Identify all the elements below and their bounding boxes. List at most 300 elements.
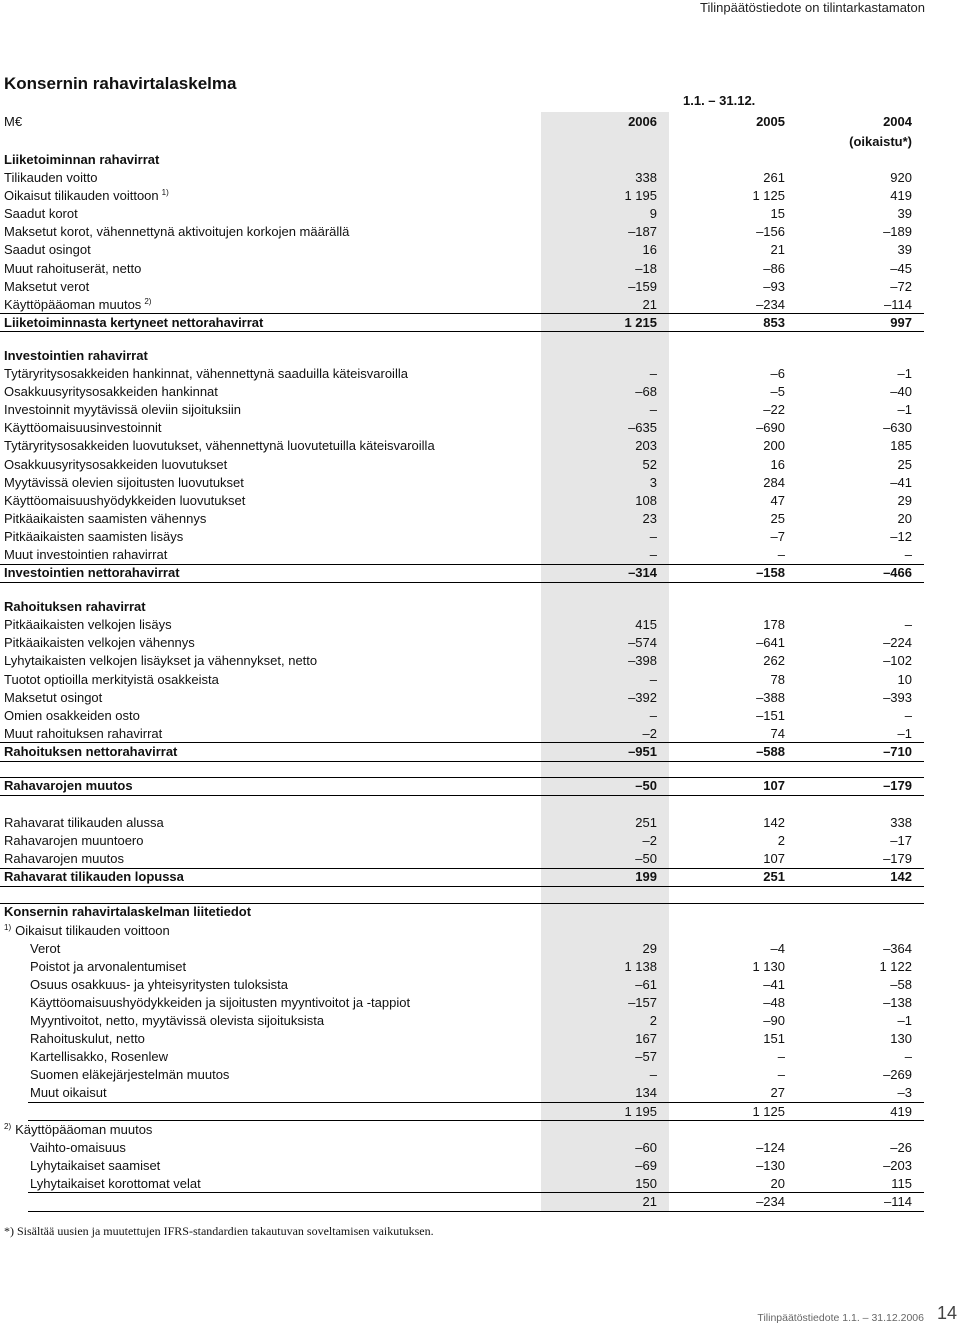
row-label — [0, 1103, 541, 1121]
row-label-text: Omien osakkeiden osto — [4, 707, 140, 723]
value-2005: –41 — [763, 976, 785, 992]
table-row — [0, 940, 924, 958]
value-2004: –1 — [897, 725, 912, 741]
value-2006: –635 — [628, 420, 657, 436]
value-2006: –314 — [628, 565, 657, 581]
value-2005: –90 — [763, 1013, 785, 1029]
value-2006: –68 — [635, 384, 657, 400]
value-2005: 47 — [770, 492, 785, 508]
page-number: 14 — [937, 1303, 958, 1323]
row-label-text: Rahavarojen muuntoero — [4, 833, 144, 849]
row-label-text: Tytäryritysosakkeiden luovutukset, vähennettynä luovutetuilla käteisvaroilla — [4, 438, 435, 454]
row-label — [0, 437, 541, 455]
value-2005: –130 — [756, 1157, 785, 1173]
value-2006: 52 — [642, 456, 657, 472]
reporting-period: 1.1. – 31.12. — [683, 93, 756, 108]
row-label — [0, 1139, 541, 1157]
value-2006: 108 — [635, 492, 657, 508]
table-row — [0, 456, 924, 474]
table-row — [0, 814, 924, 832]
value-2004: –114 — [884, 1193, 912, 1209]
notes-section — [0, 903, 924, 1211]
value-2004: –269 — [883, 1067, 912, 1083]
restatement-footnote: *) Sisältää uusien ja muutettujen IFRS-standardien takautuvan soveltamisen vaikutuksen. — [4, 1224, 434, 1238]
table-row — [0, 169, 924, 187]
value-2006: 167 — [635, 1031, 657, 1047]
value-2006: 338 — [635, 170, 657, 186]
value-2006: 251 — [635, 815, 657, 831]
value-2004: –138 — [883, 994, 912, 1010]
table-row — [0, 707, 924, 725]
row-label-text: Maksetut korot, vähennettynä aktivoitujen korkojen määrällä — [4, 224, 350, 240]
value-2005: –158 — [756, 565, 785, 581]
note-group-title — [0, 922, 924, 940]
value-2006: 21 — [642, 296, 657, 312]
value-2006: 2 — [649, 1013, 657, 1029]
total-row — [0, 314, 924, 332]
row-label — [0, 1030, 541, 1048]
value-2006: 1 215 — [624, 314, 657, 330]
row-label — [0, 725, 541, 743]
value-2006: 203 — [635, 438, 657, 454]
value-2005: 15 — [770, 206, 785, 222]
table-row — [0, 1139, 924, 1157]
table-row — [0, 419, 924, 437]
value-2004: –114 — [884, 296, 912, 312]
row-label-text: Rahavarat tilikauden alussa — [4, 815, 164, 831]
row-label-text: Muut rahoituserät, netto — [4, 260, 142, 276]
column-header-2005: 2005 — [756, 114, 785, 129]
row-label-text: Rahavarat tilikauden lopussa — [4, 869, 184, 885]
value-2006: – — [649, 707, 657, 723]
value-2006: –61 — [635, 976, 657, 992]
value-2006: –159 — [628, 278, 657, 294]
value-2005: –86 — [763, 260, 785, 276]
value-2004: –630 — [883, 420, 912, 436]
value-2004: 338 — [890, 815, 912, 831]
row-label-text: Rahoituksen rahavirrat — [4, 599, 146, 615]
row-label-text: Investointien nettorahavirrat — [4, 565, 180, 581]
cash-change-section — [0, 777, 924, 795]
table-row — [0, 1066, 924, 1084]
value-2006: 150 — [635, 1175, 657, 1191]
row-label — [0, 634, 541, 652]
section-heading — [0, 151, 924, 169]
cash-balance-section — [0, 814, 924, 886]
row-label — [0, 1066, 541, 1084]
value-2004: 997 — [890, 314, 912, 330]
value-2006: 415 — [635, 617, 657, 633]
value-2005: –7 — [770, 528, 785, 544]
value-2005: –48 — [763, 994, 785, 1010]
value-2005: 853 — [763, 314, 785, 330]
value-2004: 130 — [890, 1031, 912, 1047]
table-row — [0, 958, 924, 976]
row-label — [0, 1121, 541, 1139]
value-2005: 20 — [770, 1175, 785, 1191]
value-2006: – — [649, 671, 657, 687]
row-label — [0, 401, 541, 419]
row-label — [0, 492, 541, 510]
operating-cash-flow-section — [0, 151, 924, 332]
row-label-text: Lyhytaikaiset korottomat velat — [30, 1175, 201, 1191]
row-label — [0, 296, 541, 314]
row-label — [0, 314, 541, 332]
value-2004: 1 122 — [879, 958, 912, 974]
value-2006: – — [649, 546, 657, 562]
row-label — [0, 1084, 541, 1102]
table-row — [0, 223, 924, 241]
row-label — [0, 419, 541, 437]
column-header-2004: 2004 — [883, 114, 912, 129]
value-2004: –393 — [883, 689, 912, 705]
value-2004: –40 — [890, 384, 912, 400]
subtotal-row — [0, 1103, 924, 1121]
value-2006: 9 — [649, 206, 657, 222]
value-2005: – — [777, 546, 785, 562]
table-row — [0, 976, 924, 994]
value-2006: –2 — [642, 833, 657, 849]
value-2004: –58 — [890, 976, 912, 992]
row-label — [0, 1048, 541, 1066]
section-heading — [0, 598, 924, 616]
row-label-text: Poistot ja arvonalentumiset — [30, 958, 187, 974]
value-2004: –364 — [883, 940, 912, 956]
table-row — [0, 205, 924, 223]
row-label — [0, 671, 541, 689]
value-2006: – — [649, 1067, 657, 1083]
value-2005: 21 — [770, 242, 785, 258]
value-2005: 200 — [763, 438, 785, 454]
value-2006: 3 — [649, 474, 657, 490]
table-row — [0, 241, 924, 259]
value-2004: 115 — [891, 1175, 912, 1191]
value-2005: –124 — [756, 1139, 785, 1155]
table-row — [0, 1175, 924, 1193]
value-2006: –2 — [642, 725, 657, 741]
value-2006: –187 — [628, 224, 657, 240]
row-label — [0, 689, 541, 707]
row-label — [0, 528, 541, 546]
value-2006: –157 — [628, 994, 657, 1010]
value-2006: – — [649, 366, 657, 382]
row-label-text: Tytäryritysosakkeiden hankinnat, vähennettynä saaduilla käteisvaroilla — [4, 366, 408, 382]
value-2004: –466 — [883, 565, 912, 581]
row-label-text: Käyttöomaisuusinvestoinnit — [4, 420, 162, 436]
value-2006: 29 — [642, 940, 657, 956]
value-2005: 107 — [763, 851, 785, 867]
value-2005: –93 — [763, 278, 785, 294]
value-2006: 23 — [642, 510, 657, 526]
row-label-text: Investointien rahavirrat — [4, 347, 148, 363]
value-2004: 419 — [890, 1103, 912, 1119]
value-2004: –1 — [897, 402, 912, 418]
row-label-text: Liiketoiminnan rahavirrat — [4, 152, 160, 167]
value-2004: 142 — [890, 869, 912, 885]
table-row — [0, 850, 924, 868]
value-2005: 178 — [763, 617, 785, 633]
total-row — [0, 743, 924, 761]
table-row — [0, 401, 924, 419]
footnote-marker: 2) — [144, 296, 152, 306]
footnote-marker: 1) — [4, 922, 12, 932]
value-2006: –392 — [628, 689, 657, 705]
row-label-text: Pitkäaikaisten velkojen lisäys — [4, 617, 172, 633]
row-label-text: Lyhytaikaisten velkojen lisäykset ja vähennykset, netto — [4, 653, 318, 669]
row-label-text: Pitkäaikaisten saamisten vähennys — [4, 510, 207, 526]
value-2005: 16 — [770, 456, 785, 472]
table-row — [0, 546, 924, 564]
value-2005: –641 — [756, 635, 785, 651]
row-label — [0, 868, 541, 886]
document-status-note: Tilinpäätöstiedote on tilintarkastamaton — [700, 0, 925, 15]
value-2004: 39 — [897, 242, 912, 258]
financing-cash-flow-section — [0, 598, 924, 761]
row-label-text: Käyttöpääoman muutos — [4, 296, 142, 312]
table-row — [0, 616, 924, 634]
value-2005: 2 — [777, 833, 785, 849]
value-2006: –18 — [635, 260, 657, 276]
table-row — [0, 528, 924, 546]
value-2004: 419 — [890, 188, 912, 204]
row-label-text: Pitkäaikaisten velkojen vähennys — [4, 635, 195, 651]
page-title: Konsernin rahavirtalaskelma — [4, 74, 237, 93]
row-label-text: Osuus osakkuus- ja yhteisyritysten tuloksista — [30, 976, 288, 992]
value-2006: 134 — [635, 1085, 657, 1101]
value-2005: 284 — [763, 474, 785, 490]
row-label-text: Tilikauden voitto — [4, 170, 98, 186]
row-label — [0, 616, 541, 634]
investing-cash-flow-section — [0, 347, 924, 582]
note-group-title — [0, 1121, 924, 1139]
value-2006: –60 — [635, 1139, 657, 1155]
row-label — [0, 187, 541, 205]
row-label — [0, 278, 541, 296]
row-label — [0, 546, 541, 564]
row-label-text: Suomen eläkejärjestelmän muutos — [30, 1067, 230, 1083]
value-2005: –234 — [756, 296, 785, 312]
value-2004: –102 — [883, 653, 912, 669]
value-2005: 261 — [763, 170, 785, 186]
value-2005: 74 — [770, 725, 785, 741]
row-label-text: Saadut osingot — [4, 242, 91, 258]
value-2004: –189 — [883, 224, 912, 240]
table-row — [0, 671, 924, 689]
value-2006: –69 — [635, 1157, 657, 1173]
restated-row — [0, 132, 924, 151]
row-label — [0, 850, 541, 868]
value-2004: –224 — [883, 635, 912, 651]
value-2004: 10 — [897, 671, 912, 687]
value-2006: –50 — [635, 851, 657, 867]
row-label-text: Vaihto-omaisuus — [30, 1139, 126, 1155]
value-2005: –151 — [756, 707, 785, 723]
row-label-text: Rahoituksen nettorahavirrat — [4, 743, 178, 759]
table-row — [0, 725, 924, 743]
value-2006: 1 195 — [624, 188, 657, 204]
row-label-text: Liiketoiminnasta kertyneet nettorahavirrat — [4, 314, 264, 330]
value-2006: 199 — [635, 869, 657, 885]
value-2004: – — [904, 617, 912, 633]
value-2004: –26 — [890, 1139, 912, 1155]
value-2004: 25 — [897, 456, 912, 472]
value-2005: –156 — [756, 224, 785, 240]
row-label — [0, 958, 541, 976]
table-row — [0, 187, 924, 205]
table-row — [0, 260, 924, 278]
value-2004: –3 — [897, 1085, 912, 1101]
value-2005: 27 — [770, 1085, 785, 1101]
value-2005: 1 130 — [752, 958, 785, 974]
value-2004: – — [904, 1049, 912, 1065]
value-2005: –22 — [763, 402, 785, 418]
row-label-text: Käyttöpääoman muutos — [15, 1121, 153, 1137]
table-row — [0, 278, 924, 296]
value-2006: 1 138 — [624, 958, 657, 974]
row-label — [0, 652, 541, 670]
table-row — [0, 1012, 924, 1030]
table-row — [0, 365, 924, 383]
row-label-text: Myytävissä olevien sijoitusten luovutukset — [4, 474, 244, 490]
value-2005: –5 — [770, 384, 785, 400]
table-row — [0, 1030, 924, 1048]
row-label-text: Rahavarojen muutos — [4, 778, 133, 793]
value-2005: 107 — [763, 778, 785, 793]
value-2006: 21 — [642, 1193, 657, 1209]
value-2005: –588 — [756, 743, 785, 759]
row-label-text: Oikaisut tilikauden voittoon — [4, 188, 159, 204]
table-row — [0, 474, 924, 492]
row-label — [0, 814, 541, 832]
footnote-marker: 1) — [161, 188, 169, 198]
value-2004: –45 — [890, 260, 912, 276]
notes-heading — [0, 903, 924, 921]
row-label — [0, 707, 541, 725]
row-label-text: Saadut korot — [4, 206, 78, 222]
value-2006: – — [649, 402, 657, 418]
row-label — [0, 777, 541, 795]
value-2005: 142 — [763, 815, 785, 831]
value-2006: 16 — [642, 242, 657, 258]
row-label — [0, 1012, 541, 1030]
total-row — [0, 777, 924, 795]
value-2005: –6 — [770, 366, 785, 382]
value-2004: – — [904, 546, 912, 562]
table-row — [0, 492, 924, 510]
row-label-text: Käyttöomaisuushyödykkeiden ja sijoitusten myyntivoitot ja -tappiot — [30, 994, 411, 1010]
table-row — [0, 383, 924, 401]
row-label-text: Rahoituskulut, netto — [30, 1031, 145, 1047]
value-2004: 920 — [890, 170, 912, 186]
value-2006: 1 195 — [624, 1103, 657, 1119]
restated-note: (oikaistu*) — [849, 134, 912, 149]
section-heading — [0, 347, 924, 365]
footer-document-title: Tilinpäätöstiedote 1.1. – 31.12.2006 — [757, 1312, 924, 1324]
row-label — [0, 474, 541, 492]
row-label-text: Rahavarojen muutos — [4, 851, 124, 867]
row-label-text: Osakkuusyritysosakkeiden luovutukset — [4, 456, 228, 472]
table-row — [0, 652, 924, 670]
value-2005: 1 125 — [752, 188, 785, 204]
row-label-text: Verot — [30, 940, 61, 956]
row-label — [0, 223, 541, 241]
row-label — [0, 347, 541, 365]
row-label-text: Pitkäaikaisten saamisten lisäys — [4, 528, 184, 544]
row-label — [0, 940, 541, 958]
row-label-text: Lyhytaikaiset saamiset — [30, 1157, 161, 1173]
row-label — [0, 510, 541, 528]
value-2004: 39 — [897, 206, 912, 222]
row-label-text: Tuotot optioilla merkityistä osakkeista — [4, 671, 219, 687]
row-label — [0, 994, 541, 1012]
row-label-text: Osakkuusyritysosakkeiden hankinnat — [4, 384, 218, 400]
value-2004: –41 — [890, 474, 912, 490]
row-label — [0, 241, 541, 259]
row-label — [0, 976, 541, 994]
value-2004: –12 — [890, 528, 912, 544]
cash-flow-table — [0, 112, 924, 1211]
unit-label: M€ — [4, 114, 23, 129]
value-2004: – — [904, 707, 912, 723]
row-label — [0, 169, 541, 187]
value-2006: –951 — [628, 743, 657, 759]
row-label-text: Konsernin rahavirtalaskelman liitetiedot — [4, 904, 252, 920]
row-label — [0, 383, 541, 401]
row-label-text: Kartellisakko, Rosenlew — [30, 1049, 169, 1065]
table-row — [0, 832, 924, 850]
row-label-text: Muut oikaisut — [30, 1085, 107, 1101]
value-2005: –4 — [770, 940, 785, 956]
table-row — [0, 1048, 924, 1066]
value-2004: –179 — [883, 851, 912, 867]
value-2006: –574 — [628, 635, 657, 651]
value-2004: –179 — [883, 778, 912, 793]
total-row — [0, 564, 924, 582]
value-2004: –710 — [883, 743, 912, 759]
row-label — [0, 1175, 541, 1193]
table-row — [0, 1084, 924, 1102]
value-2004: –1 — [897, 1013, 912, 1029]
row-label-text: Investoinnit myytävissä oleviin sijoituksiin — [4, 402, 241, 418]
value-2005: 151 — [763, 1031, 785, 1047]
row-label — [0, 205, 541, 223]
row-label — [0, 1157, 541, 1175]
row-label-text: Oikaisut tilikauden voittoon — [15, 922, 170, 938]
value-2004: –1 — [897, 366, 912, 382]
value-2006: –50 — [635, 778, 657, 793]
value-2004: –203 — [883, 1157, 912, 1173]
table-row — [0, 689, 924, 707]
value-2005: 1 125 — [752, 1103, 785, 1119]
column-header-2006: 2006 — [628, 114, 657, 129]
row-label — [0, 564, 541, 582]
value-2005: – — [777, 1067, 785, 1083]
table-row — [0, 994, 924, 1012]
value-2004: 185 — [890, 438, 912, 454]
row-label — [0, 456, 541, 474]
row-label — [0, 260, 541, 278]
value-2004: 20 — [897, 510, 912, 526]
value-2005: 25 — [770, 510, 785, 526]
row-label — [0, 743, 541, 761]
row-label — [0, 922, 541, 940]
value-2005: –388 — [756, 689, 785, 705]
value-2005: 262 — [763, 653, 785, 669]
row-label-text: Maksetut osingot — [4, 689, 103, 705]
total-row — [0, 868, 924, 886]
row-label-text: Käyttöomaisuushyödykkeiden luovutukset — [4, 492, 246, 508]
row-label — [0, 1193, 541, 1211]
